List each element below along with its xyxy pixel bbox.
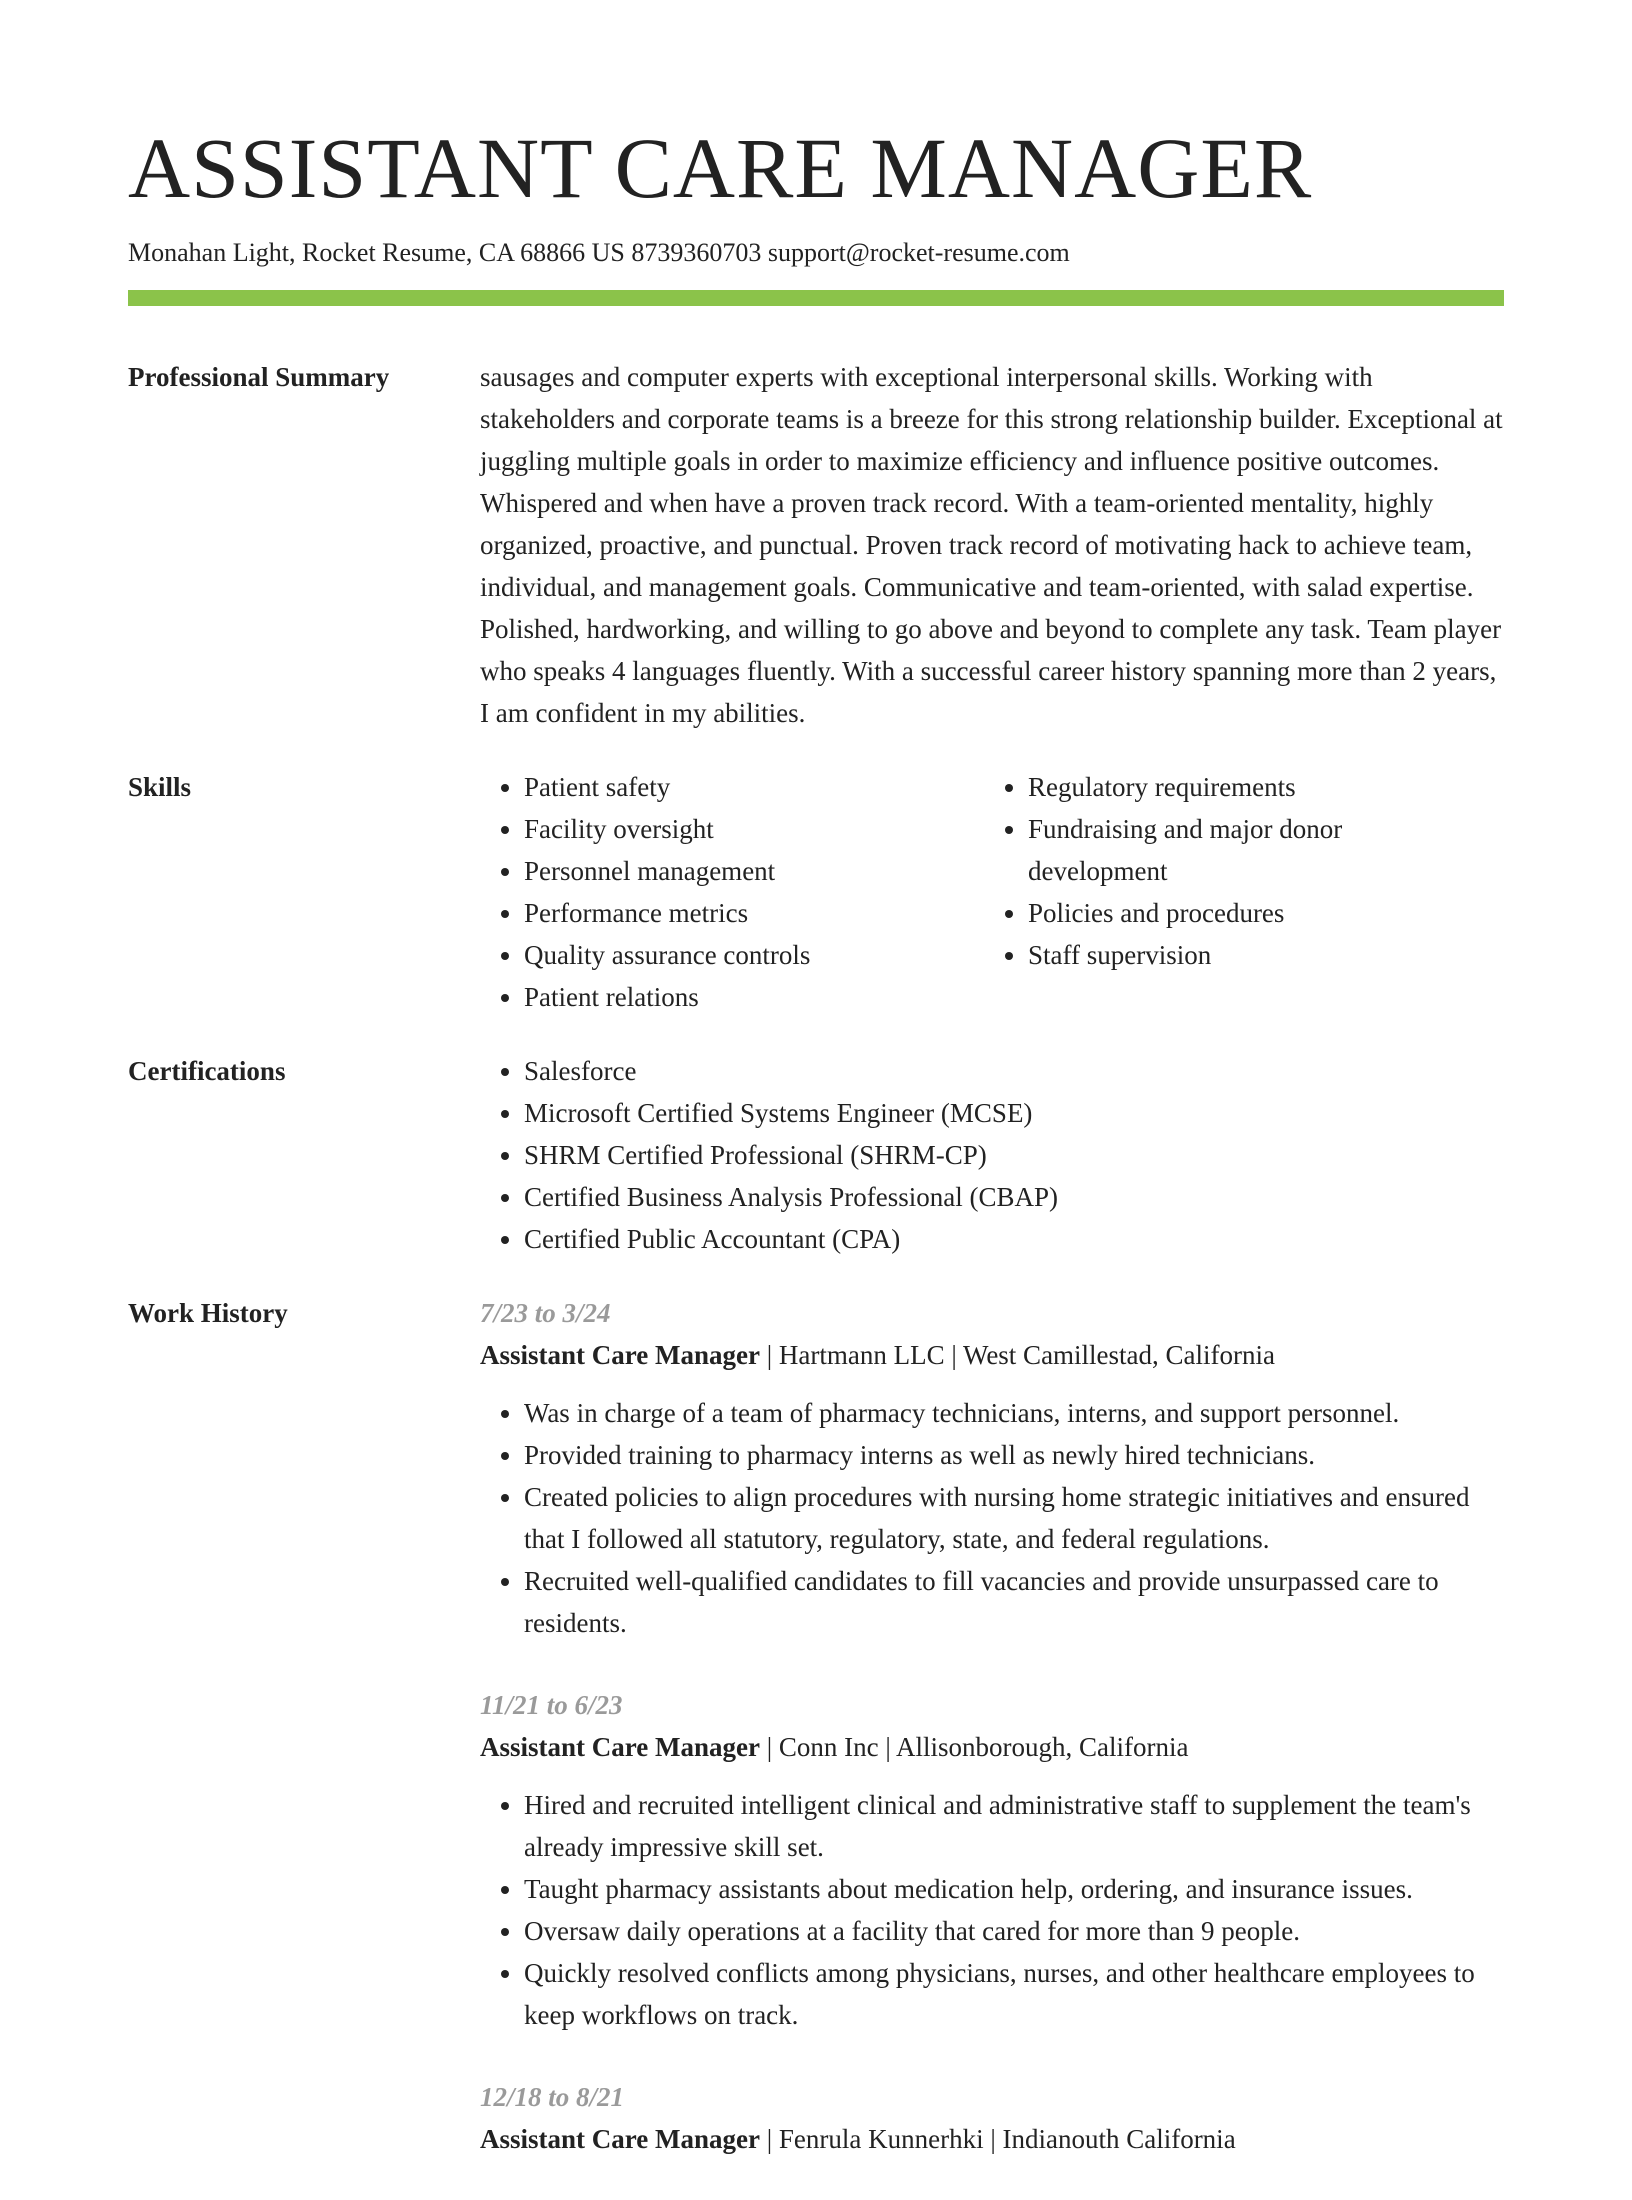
skills-list-right (984, 766, 1488, 1018)
job-bullets (480, 1784, 1504, 2036)
job-bullets (480, 1392, 1504, 1644)
job-details: | Fenrula Kunnerhki | Indianouth California (759, 2124, 1236, 2154)
certifications-section (128, 1050, 1504, 1260)
skill-item: • Facility oversight (524, 808, 984, 850)
job-header (480, 1726, 1504, 1768)
job-bullet: • Created policies to align procedures with nursing home strategic initiatives and ensured that I followed all statutory, regulatory, state, and federal regulations. (524, 1476, 1504, 1560)
accent-divider (128, 290, 1504, 306)
skill-item: • Quality assurance controls (524, 934, 984, 976)
summary-heading: Professional Summary (128, 362, 390, 392)
certifications-heading: Certifications (128, 1056, 286, 1086)
skill-item: • Personnel management (524, 850, 984, 892)
job-dates: 7/23 to 3/24 (480, 1298, 611, 1328)
certification-item: • Salesforce (524, 1050, 1504, 1092)
summary-text: sausages and computer experts with exceptional interpersonal skills. Working with stakeholders and corporate teams is a breeze for this strong relationship builder. Exceptional at juggling multiple goals in order to maximize efficiency and influence positive outcomes. Whispered and when have a proven track record. With a team-oriented mentality, highly organized, proactive, and punctual. Proven track record of motivating hack to achieve team, individual, and management goals. Communicative and team-oriented, with salad expertise. Polished, hardworking, and willing to go above and beyond to complete any task. Team player who speaks 4 languages fluently. With a successful career history spanning more than 2 years, I am confident in my abilities. (480, 362, 1503, 728)
certifications-body (480, 1050, 1504, 1260)
certification-item: • SHRM Certified Professional (SHRM-CP) (524, 1134, 1504, 1176)
job-bullet: • Hired and recruited intelligent clinical and administrative staff to supplement the team's already impressive skill set. (524, 1784, 1504, 1868)
job-bullet: • Was in charge of a team of pharmacy technicians, interns, and support personnel. (524, 1392, 1504, 1434)
skill-item: • Regulatory requirements (1028, 766, 1488, 808)
skill-item: • Fundraising and major donor development (1028, 808, 1488, 892)
job-dates: 12/18 to 8/21 (480, 2082, 625, 2112)
certification-item: • Microsoft Certified Systems Engineer (MCSE) (524, 1092, 1504, 1134)
job-header (480, 1334, 1504, 1376)
job-dates: 11/21 to 6/23 (480, 1690, 623, 1720)
job-entry (480, 1292, 1504, 1644)
skill-item: • Patient relations (524, 976, 984, 1018)
job-header (480, 2118, 1504, 2160)
skill-item: • Performance metrics (524, 892, 984, 934)
job-title: Assistant Care Manager (480, 1732, 760, 1762)
resume-title: ASSISTANT CARE MANAGER (128, 120, 1313, 216)
skills-columns (480, 766, 1504, 1018)
job-bullet: • Recruited well-qualified candidates to fill vacancies and provide unsurpassed care to residents. (524, 1560, 1504, 1644)
resume-page (128, 0, 1504, 2200)
skills-list-left (480, 766, 984, 1018)
job-details: | Hartmann LLC | West Camillestad, California (759, 1340, 1275, 1370)
skill-item: • Staff supervision (1028, 934, 1488, 976)
job-details: | Conn Inc | Allisonborough, California (759, 1732, 1189, 1762)
certifications-list (480, 1050, 1504, 1260)
skills-section (128, 766, 1504, 1018)
job-entry (480, 2076, 1504, 2160)
job-title: Assistant Care Manager (480, 1340, 760, 1370)
job-title: Assistant Care Manager (480, 2124, 760, 2154)
work-history-heading: Work History (128, 1298, 288, 1328)
skills-heading: Skills (128, 772, 192, 802)
certification-item: • Certified Public Accountant (CPA) (524, 1218, 1504, 1260)
skill-item: • Policies and procedures (1028, 892, 1488, 934)
job-bullet: • Quickly resolved conflicts among physicians, nurses, and other healthcare employees to keep workflows on track. (524, 1952, 1504, 2036)
work-history-body (480, 1292, 1504, 2200)
job-bullet: • Oversaw daily operations at a facility that cared for more than 9 people. (524, 1910, 1504, 1952)
work-history-section (128, 1292, 1504, 2200)
job-bullet: • Provided training to pharmacy interns as well as newly hired technicians. (524, 1434, 1504, 1476)
summary-section (128, 356, 1504, 734)
skill-item: • Patient safety (524, 766, 984, 808)
certification-item: • Certified Business Analysis Professional (CBAP) (524, 1176, 1504, 1218)
contact-line: Monahan Light, Rocket Resume, CA 68866 US 8739360703 support@rocket-resume.com (128, 238, 1070, 267)
job-bullet: • Taught pharmacy assistants about medication help, ordering, and insurance issues. (524, 1868, 1504, 1910)
job-entry (480, 1684, 1504, 2036)
